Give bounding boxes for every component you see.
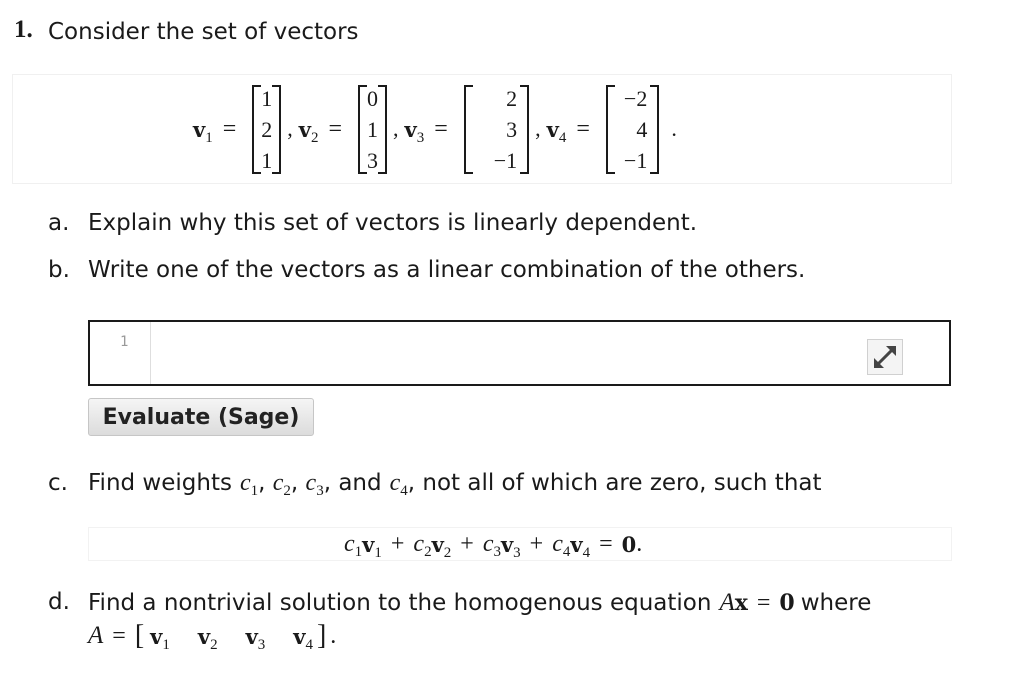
part-a-label: a.: [48, 210, 70, 236]
expand-arrows-icon[interactable]: [867, 339, 903, 375]
problem-number: 1.: [14, 16, 33, 43]
evaluate-sage-button[interactable]: Evaluate (Sage): [88, 398, 314, 436]
line-number-gutter: [90, 322, 151, 384]
vector-3-matrix: 2 3 −1: [464, 83, 529, 176]
part-c-text-before: Find weights: [88, 470, 232, 496]
vector-2-matrix: 0 1 3: [358, 83, 387, 176]
vector-set-display: [12, 74, 952, 184]
part-c-text: Find weights $c_1$ , $c_2$ , $c_3$ , and $c_4$ , not all of which are zero, such that: [88, 470, 822, 499]
part-c-label: c.: [48, 470, 68, 496]
problem-prompt: Consider the set of vectors: [48, 19, 359, 45]
part-d-label: d.: [48, 589, 70, 615]
weight-c2: $c_2$: [272, 470, 291, 499]
part-c-text-and: and: [338, 470, 382, 496]
weight-c1: $c_1$: [239, 470, 259, 499]
part-c-text-after: not all of which are zero, such that: [422, 470, 822, 496]
vector-2-name: $v_2$: [298, 116, 319, 146]
sage-code-editor[interactable]: [88, 320, 951, 386]
part-d-text-before: Find a nontrivial solution to the homogenous equation: [88, 590, 712, 616]
part-d-text-after: where: [800, 590, 872, 616]
line-number: 1: [120, 334, 129, 350]
vector-1-name: $v_1$: [193, 116, 213, 146]
vector-4-matrix: −2 4 −1: [606, 83, 659, 176]
weight-c4: $c_4$: [389, 470, 408, 499]
weights-equation: $c_1$ $v_1$ + $c_2$ $v_2$ + $c_3$ $v_3$ + $c_4$ $v_4$ = 0 .: [344, 530, 643, 561]
part-b-text: Write one of the vectors as a linear combination of the others.: [88, 257, 806, 283]
vector-4-name: $v_4$: [546, 116, 567, 146]
part-b-label: b.: [48, 257, 70, 283]
part-d-text: Find a nontrivial solution to the homogenous equation A x = 0 where: [88, 589, 872, 616]
vector-3-name: $v_3$: [404, 116, 425, 146]
matrix-A-symbol: A: [719, 589, 735, 616]
weight-c3: $c_3$: [305, 470, 324, 499]
vector-1-matrix: 1 2 1: [252, 83, 281, 176]
editor-text-area[interactable]: [160, 332, 849, 372]
part-a-text: Explain why this set of vectors is linearly dependent.: [88, 210, 698, 236]
vector-row: $v_1$ = 1 2 1 , $v_2$ = 0 1 3 , $v_3$ = 2 3 −1 , $v_4$ = −2 4 −1 .: [193, 75, 683, 183]
matrix-A-definition: A = [ $v_1$ $v_2$ $v_3$ $v_4$ ] .: [88, 620, 337, 653]
weights-equation-display: [88, 527, 952, 561]
